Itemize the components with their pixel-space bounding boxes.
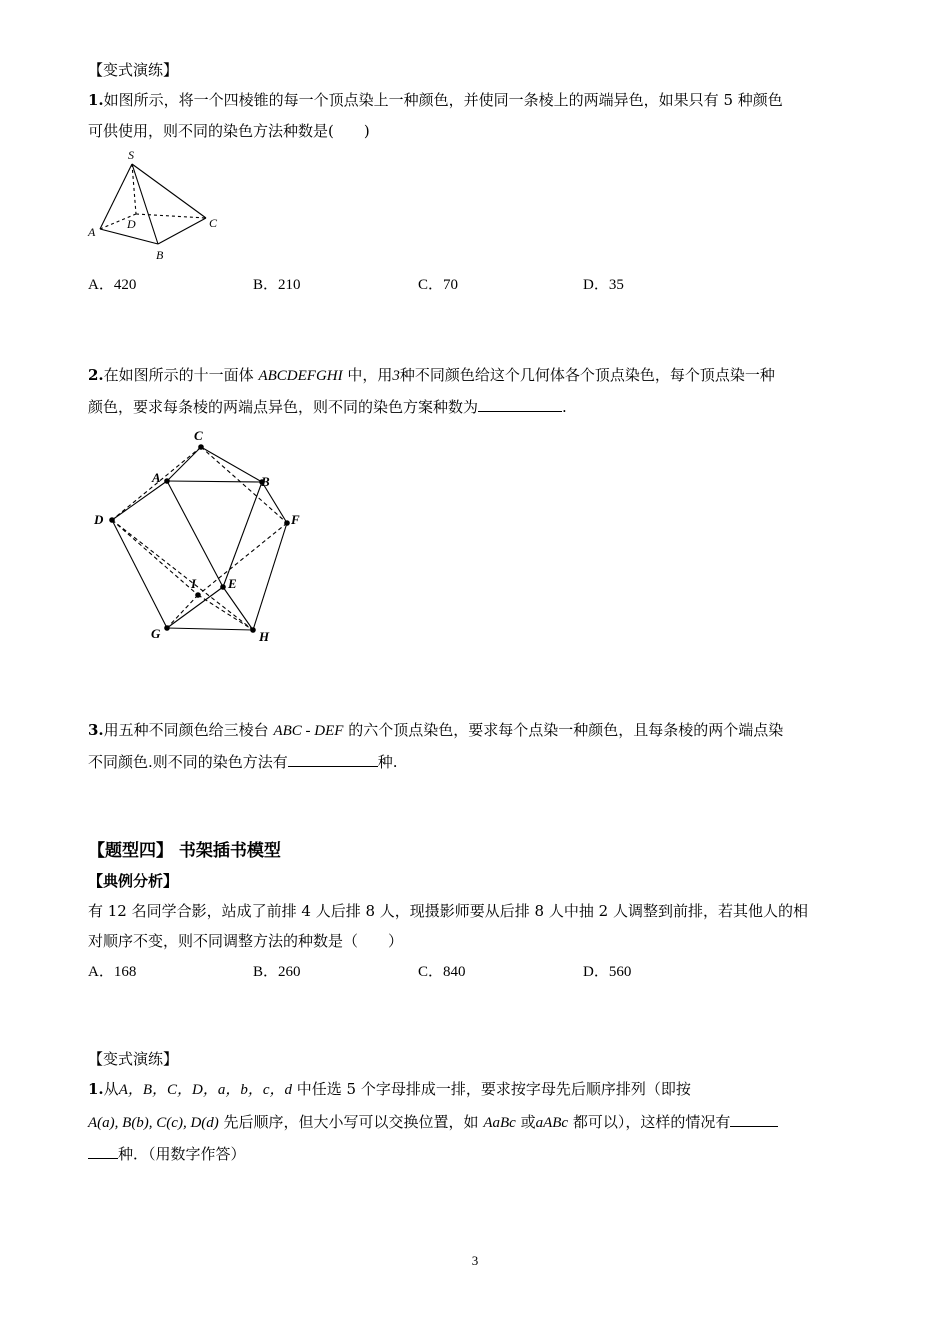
s3q1-answer-blank-b[interactable] bbox=[88, 1143, 118, 1159]
q3-math: ABC - DEF bbox=[273, 723, 344, 739]
page-number: 3 bbox=[471, 1253, 479, 1268]
label-D2: D bbox=[94, 512, 104, 527]
label-C: C bbox=[209, 216, 218, 230]
example-option-c: C．840 bbox=[418, 964, 466, 980]
q3-text-end: 种. bbox=[377, 753, 398, 771]
q3-answer-blank[interactable] bbox=[288, 751, 378, 767]
edge-DC bbox=[136, 214, 206, 218]
edge-AB bbox=[100, 229, 158, 244]
q1-option-a: A．420 bbox=[88, 277, 137, 293]
edge-SC bbox=[132, 164, 206, 218]
s3q1-order-math: A(a), B(b), C(c), D(d) bbox=[88, 1115, 219, 1131]
s3q1-text-a: 从 bbox=[103, 1080, 119, 1098]
label-B: B bbox=[156, 248, 164, 262]
example-line1: 有 12 名同学合影，站成了前排 4 人后排 8 人，现摄影师要从后排 8 人中抽 2 人调整到前排，若其他人的相 bbox=[88, 902, 808, 920]
s3q1-or: 或 bbox=[515, 1113, 536, 1131]
edge-BC bbox=[158, 218, 206, 244]
q2-text-a: 在如图所示的十一面体 bbox=[103, 366, 259, 384]
s3q1-text-2a: 先后顺序，但大小写可以交换位置，如 bbox=[218, 1113, 484, 1131]
example-option-a: A．168 bbox=[88, 964, 137, 980]
label-A2: A bbox=[152, 470, 161, 485]
s3q1-line2 bbox=[88, 1111, 778, 1133]
variant-practice-title-2: 【变式演练】 bbox=[88, 1050, 179, 1068]
q3-text-b: 的六个顶点染色，要求每个点染一种颜色，且每条棱的两个端点染 bbox=[343, 721, 784, 739]
s3q1-text-end: 种．（用数字作答） bbox=[118, 1145, 246, 1163]
q3-line1 bbox=[88, 720, 783, 741]
edge-SB bbox=[132, 164, 158, 244]
q2-number: 2. bbox=[88, 366, 104, 384]
q2-answer-blank[interactable] bbox=[478, 396, 562, 412]
q3-text-a: 用五种不同颜色给三棱台 bbox=[103, 721, 274, 739]
label-E2: E bbox=[228, 576, 237, 591]
q2-text-b: 中，用 bbox=[342, 366, 393, 384]
q2-math-3: 3 bbox=[392, 368, 400, 384]
label-C2: C bbox=[194, 428, 203, 443]
label-D: D bbox=[127, 217, 136, 231]
q1-option-c: C．70 bbox=[418, 277, 459, 293]
s3q1-number: 1. bbox=[88, 1080, 104, 1098]
q1-line2: 可供使用，则不同的染色方法种数是( ) bbox=[88, 122, 370, 140]
section-heading-type4: 【题型四】 书架插书模型 bbox=[88, 841, 281, 861]
example-line2: 对顺序不变，则不同调整方法的种数是（ ） bbox=[88, 932, 404, 950]
q1-number: 1. bbox=[88, 91, 104, 109]
label-I2: I bbox=[191, 576, 197, 591]
q3-number: 3. bbox=[88, 721, 104, 739]
s3q1-example-1: AaBc bbox=[483, 1115, 516, 1131]
q1-option-d: D．35 bbox=[583, 277, 624, 293]
label-G2: G bbox=[151, 626, 161, 641]
q3-line2 bbox=[88, 751, 398, 772]
q2-text-c: 种不同颜色给这个几何体各个顶点染色，每个顶点染一种 bbox=[399, 366, 775, 384]
q2-text-end: . bbox=[562, 398, 567, 416]
q2-line2 bbox=[88, 396, 567, 417]
s3q1-line1 bbox=[88, 1079, 691, 1100]
q3-text-2: 不同颜色.则不同的染色方法有 bbox=[88, 753, 288, 771]
q2-text-2: 颜色，要求每条棱的两端点异色，则不同的染色方案种数为 bbox=[88, 398, 479, 416]
variant-practice-title-1: 【变式演练】 bbox=[88, 61, 179, 79]
label-F2: F bbox=[291, 512, 300, 527]
s3q1-letters: A，B，C，D，a，b，c，d bbox=[118, 1082, 293, 1098]
pyramid-figure bbox=[84, 146, 224, 264]
example-option-d: D．560 bbox=[583, 964, 632, 980]
s3q1-answer-blank-a[interactable] bbox=[730, 1111, 778, 1127]
s3q1-text-2b: 都可以），这样的情况有 bbox=[568, 1113, 731, 1131]
label-H2: H bbox=[259, 629, 270, 644]
example-option-b: B．260 bbox=[253, 964, 301, 980]
q1-line1 bbox=[88, 90, 783, 110]
s3q1-text-b: 中任选 5 个字母排成一排，要求按字母先后顺序排列（即按 bbox=[292, 1080, 691, 1098]
example-analysis-title: 【典例分析】 bbox=[88, 872, 179, 890]
label-A: A bbox=[88, 225, 96, 239]
q1-text-1: 如图所示，将一个四棱锥的每一个顶点染上一种颜色，并使同一条棱上的两端异色，如果只有 5 种颜色 bbox=[103, 91, 783, 109]
q2-math-solid: ABCDEFGHI bbox=[258, 368, 343, 384]
label-B2: B bbox=[261, 474, 270, 489]
undecahedron-figure bbox=[90, 424, 310, 650]
q1-option-b: B．210 bbox=[253, 277, 301, 293]
s3q1-line3 bbox=[88, 1143, 246, 1164]
label-S: S bbox=[128, 148, 134, 162]
s3q1-example-2: aABc bbox=[535, 1115, 569, 1131]
q2-line1 bbox=[88, 365, 775, 386]
